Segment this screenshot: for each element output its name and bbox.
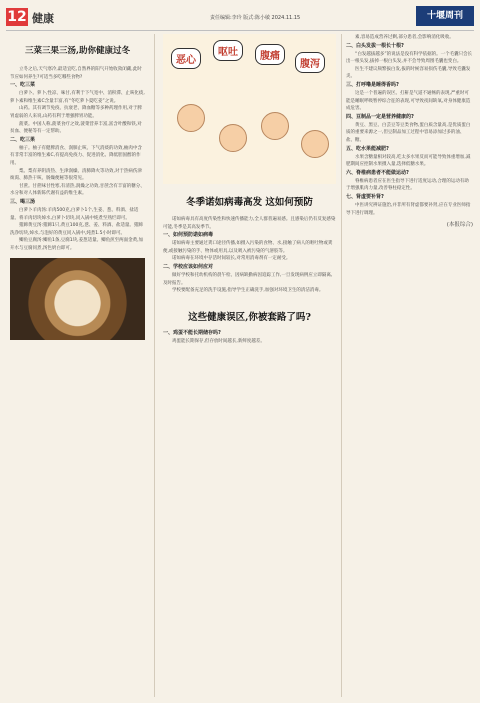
subheading: 二、学校应该如何应对 [163, 263, 214, 270]
column-divider [341, 34, 342, 697]
article-title: 这些健康误区,你被套路了吗? [188, 311, 311, 323]
child-figure [261, 112, 289, 140]
paragraph: 素,容易造成营养过剩,部分患者,会影响消化吸收。 [355, 35, 454, 40]
food-photo [10, 258, 145, 340]
paragraph: 甘蔗。甘蔗味甘性寒,有清热,润燥之功效,甘蔗含有丰富的糖分、水分和对人体新陈代谢有益的维生素。 [10, 183, 145, 197]
subheading: 三、喝三汤 [10, 198, 36, 205]
paragraph: 鸡蛋能长期保存,但存放时间越长,新鲜度越差。 [172, 338, 265, 344]
section-name: 健康 [32, 12, 54, 25]
paragraph: “白发越拔越多”的说法是没有科学依据的。一个毛囊只会长出一根头发,拔掉一根白头发,并不会导致周围毛囊也变白。 [346, 51, 473, 65]
speech-bubble: 腹痛 [255, 44, 285, 65]
subheading: 六、脊椎病患者不能做运动? [346, 169, 409, 176]
subheading: 七、肾虚要补肾? [346, 193, 384, 200]
editor-meta: 责任编辑:李玲 版式:陈小敏 2024.11.15 [210, 15, 301, 21]
paragraph: 黄豆、黑豆、白芸豆等豆类食物,蛋白质含量高,是优质蛋白质的重要来源之一,但豆制品加工过程中容易添加过多的油、盐、糖。 [346, 122, 471, 143]
center-column [163, 34, 336, 697]
source-note: (本报综合) [446, 222, 473, 229]
paragraph: 山药。其有调节免疫、抗衰老、降血糖等多种药理作用,对于脾胃虚弱的人来说,山药有利于增强脾胃功能。 [10, 106, 142, 119]
child-figure [219, 124, 247, 152]
speech-bubble: 腹泻 [295, 52, 325, 73]
paragraph: 医生不建议频繁拔白发,拔的时候容易损伤毛囊,导致毛囊发炎。 [346, 66, 471, 80]
speech-bubble: 呕吐 [213, 40, 243, 61]
paragraph: 白萝卜。萝卜,性凉、味甘,有利于下气宽中、消积滞、止咳化痰,萝卜素和维生素C含量丰富,有“冬吃萝卜夏吃姜”之说。 [10, 91, 145, 104]
article-title: 冬季诺如病毒高发 这如何预防 [186, 197, 313, 208]
column-divider [154, 34, 155, 697]
right-column [346, 34, 473, 697]
child-figure [301, 130, 329, 158]
page-number: 12 [7, 9, 27, 25]
paragraph: 诺如病毒具有高度传染性和快速传播能力,全人群普遍易感。且感染后仍有反复感染可能,冬季是其高发季节。 [163, 217, 336, 230]
paragraph: 中医讲究辨证施治,并非所有肾虚都要补肾,应在专业医师指导下进行调理。 [346, 202, 471, 216]
paragraph: 脊椎病患者应在医生指导下进行适度运动,合理的运动有助于增强肌肉力量,改善脊柱稳定性。 [346, 178, 469, 192]
child-figure [177, 104, 205, 132]
illustration [163, 34, 336, 184]
paragraph: 诺如病毒在环境中存活时间较长,对常用消毒剂有一定耐受。 [172, 256, 291, 262]
page-header [0, 0, 480, 34]
subheading: 一、如何预防诺如病毒 [163, 232, 214, 239]
paragraph: 立冬之后,天气寒冷,最适宜吃,自然界的阳气开始收敛闭藏,此时节应如何养生?可适当多吃哪些食物? [10, 67, 142, 80]
subheading: 一、鸡蛋不能长期储存吗? [163, 329, 221, 336]
header-divider [6, 30, 474, 31]
paragraph: 菠菜。中国人称,菠菜食疗之效,菠菜营养丰富,富含叶酸和铁,对贫血、便秘等有一定帮助。 [10, 121, 142, 135]
left-column [10, 34, 145, 697]
subheading: 二、吃三果 [10, 136, 36, 143]
publication-logo: 十堰周刊 [416, 6, 474, 26]
subheading: 二、白头发拔一根长十根? [346, 42, 404, 49]
paragraph: 做好学校和托幼机构的晨午检、因病缺勤病因追踪工作,一旦发现病例应立即隔离,及时报告。 [163, 272, 333, 286]
subheading: 五、吃水果能减肥? [346, 145, 389, 152]
paragraph: 水果含糖量相对较高,吃太多水果反而可能导致体重增加,减肥期间应控制水果摄入量,选择低糖水果。 [346, 154, 471, 168]
paragraph: 这是一个普遍的误区。打鼾是气道不通畅的表现,严重时可能是睡眠呼吸暂停综合征的表现,可导致夜间缺氧,对身体健康造成危害。 [346, 90, 471, 112]
subheading: 三、打呼噜是睡得香吗? [346, 81, 399, 88]
subheading: 一、吃三菜 [10, 82, 36, 89]
paragraph: 柚子。柚子有健脾消食、润肺止咳、下气消痰的功效,柚肉中含有非常丰富的维生素C,有提高免疫力、促进消化、降低胆固醇的作用。 [10, 145, 142, 166]
article-title: 三菜三果三汤,助你健康过冬 [25, 46, 130, 56]
paragraph: 梨。梨有养阴清热、生津润燥、清肺降火等功效,对于热病伤津烦渴、肺热干咳、肠燥便秘等很常见。 [10, 168, 142, 182]
paragraph: 诺如病毒主要通过粪口途径传播,如摄入污染的食物、水,接触了病人的呕吐物或粪便,或接触污染的手、物体或用具,以及吸入被污染的气溶胶等。 [163, 241, 333, 254]
paragraph: 猪蹄黄豆汤:猪蹄1只,黄豆100克,葱、姜、料酒、盐适量。猪蹄洗净切块,焯水,与泡好的黄豆同入锅中,炖煮1.5小时即可。 [10, 223, 143, 236]
paragraph: 白萝卜羊肉汤:羊肉500克,白萝卜1个,生姜、葱、料酒、盐适量。将羊肉切块焯水,白萝卜切块,同入锅中炖煮至熟烂即可。 [10, 207, 139, 221]
speech-bubble: 恶心 [171, 48, 201, 69]
paragraph: 鲫鱼豆腐汤:鲫鱼1条,豆腐1块,姜葱适量。鲫鱼煎至两面金黄,加开水与豆腐同煮,汤色奶白即可。 [10, 238, 144, 251]
subheading: 四、豆制品一定是营养健康的? [346, 113, 414, 120]
paragraph: 学校要配备充足的洗手设施,指导学生正确洗手,加强对环境卫生的清洁消毒。 [172, 288, 324, 294]
